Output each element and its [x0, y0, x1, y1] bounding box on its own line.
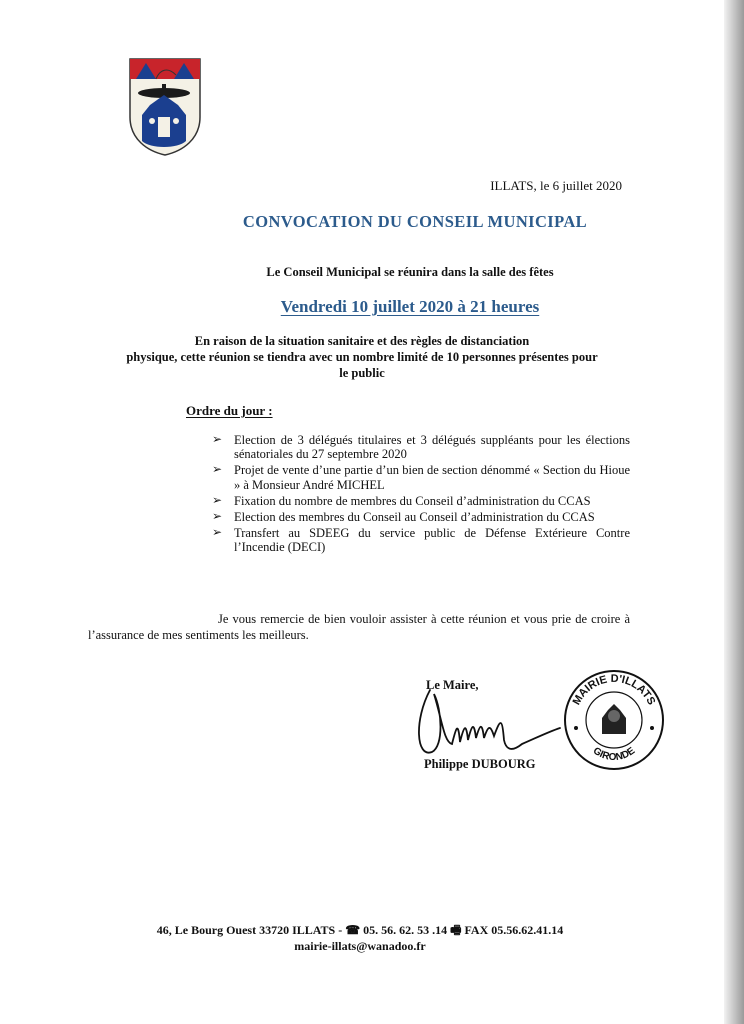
- agenda-item-text: Election des membres du Conseil au Conseil d’administration du CCAS: [234, 510, 595, 525]
- footer-address: 46, Le Bourg Ouest 33720 ILLATS - ☎ 05. 56. 62. 53 .14 🖷 FAX 05.56.62.41.14: [156, 923, 564, 937]
- agenda-item: [212, 433, 630, 461]
- meeting-date: [110, 297, 710, 317]
- municipal-stamp-icon: [562, 668, 666, 772]
- scan-edge: [724, 0, 744, 1024]
- place-date: ILLATS, le 6 juillet 2020: [490, 178, 622, 193]
- agenda-item-text: Fixation du nombre de membres du Conseil d’administration du CCAS: [234, 493, 591, 508]
- signature-label: Le Maire,: [426, 678, 479, 692]
- arrow-bullet-icon: ➢: [212, 462, 223, 477]
- notice-paragraph: [88, 333, 636, 381]
- agenda-list: [212, 433, 630, 557]
- agenda-item-text: Transfert au SDEEG du service public de Défense Extérieure Contre l’Incendie (DECI): [234, 526, 630, 555]
- meeting-date-text: Vendredi 10 juillet 2020 à 21 heures: [280, 297, 540, 316]
- agenda-item: [212, 463, 630, 491]
- agenda-item: [212, 494, 630, 508]
- agenda-title: Ordre du jour :: [186, 403, 273, 418]
- signer-name: Philippe DUBOURG: [424, 757, 536, 771]
- intro-line: Le Conseil Municipal se réunira dans la salle des fêtes: [266, 265, 554, 279]
- arrow-bullet-icon: ➢: [212, 432, 223, 446]
- agenda-item-text: Election de 3 délégués titulaires et 3 délégués suppléants pour les élections sénatoriales du 27 septembre 2020: [234, 433, 630, 462]
- footer: [60, 922, 660, 954]
- arrow-bullet-icon: ➢: [212, 525, 223, 540]
- svg-text:MAIRIE D'ILLATS: MAIRIE D'ILLATS: [570, 672, 658, 708]
- agenda-item: [212, 526, 630, 554]
- agenda-item: [212, 510, 630, 524]
- arrow-bullet-icon: ➢: [212, 509, 223, 524]
- notice-line-3: le public: [339, 366, 385, 380]
- footer-email: mairie-illats@wanadoo.fr: [294, 939, 426, 953]
- notice-line-1: En raison de la situation sanitaire et des règles de distanciation: [194, 334, 530, 348]
- svg-text:GIRONDE: GIRONDE: [590, 745, 638, 764]
- arrow-bullet-icon: ➢: [212, 492, 223, 507]
- agenda-item-text: Projet de vente d’une partie d’un bien de section dénommé « Section du Hioue » à Monsieur André MICHEL: [234, 463, 630, 492]
- closing-paragraph: Je vous remercie de bien vouloir assister à cette réunion et vous prie de croire à l’assurance de mes sentiments les meilleurs.: [88, 612, 630, 642]
- coat-of-arms-icon: [128, 57, 202, 157]
- notice-line-2: physique, cette réunion se tiendra avec un nombre limité de 10 personnes présentes pour: [126, 350, 598, 364]
- document-title: CONVOCATION DU CONSEIL MUNICIPAL: [242, 212, 588, 231]
